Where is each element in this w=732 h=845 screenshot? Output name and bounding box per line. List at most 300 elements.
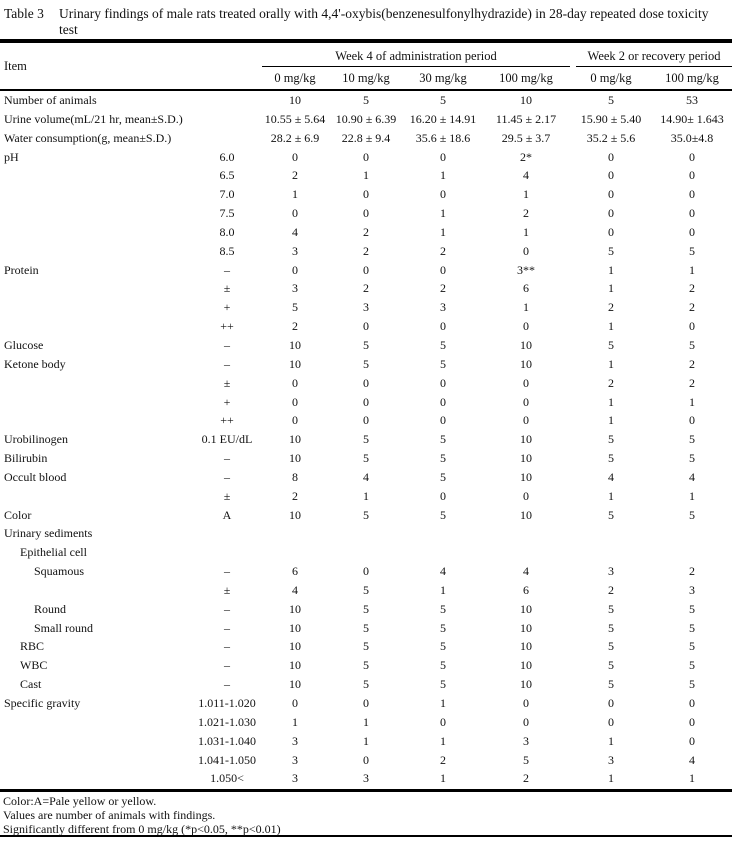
table-row [0, 656, 732, 675]
row-value: 10 [520, 677, 532, 692]
row-label: Urinary sediments [4, 526, 93, 541]
row-value: 0 [363, 319, 369, 334]
table-row [0, 769, 732, 788]
row-value: 5 [608, 451, 614, 466]
row-value: 5 [440, 432, 446, 447]
row-label: Urine volume(mL/21 hr, mean±S.D.) [4, 111, 183, 126]
row-value: 5 [689, 451, 695, 466]
row-level: 1.041-1.050 [198, 752, 256, 767]
row-value: 0 [292, 206, 298, 221]
row-value: 4 [689, 752, 695, 767]
row-value: 1 [440, 206, 446, 221]
table-row [0, 279, 732, 298]
row-value: 1 [608, 733, 614, 748]
row-level: 1.021-1.030 [198, 714, 256, 729]
table-row [0, 185, 732, 204]
row-level: – [224, 451, 230, 466]
row-value: 5 [689, 639, 695, 654]
row-value: 5 [689, 620, 695, 635]
row-value: 1 [363, 733, 369, 748]
row-value: 35.2 ± 5.6 [586, 130, 636, 145]
row-value: 5 [608, 658, 614, 673]
row-value: 0 [292, 394, 298, 409]
row-value: 0 [440, 488, 446, 503]
row-value: 0 [440, 149, 446, 164]
row-value: 5 [608, 432, 614, 447]
row-label: Glucose [4, 337, 44, 352]
row-value: 2 [608, 375, 614, 390]
row-value: 0 [440, 319, 446, 334]
row-value: 1 [689, 488, 695, 503]
row-value: 10 [520, 469, 532, 484]
row-value: 4 [363, 469, 369, 484]
row-value: 10 [520, 620, 532, 635]
group-header-row [0, 43, 732, 67]
row-value: 4 [523, 564, 529, 579]
row-value: 0 [292, 696, 298, 710]
row-value: 1 [523, 187, 529, 202]
row-value: 5 [608, 639, 614, 654]
dose-header-row [0, 67, 732, 89]
row-value: 1 [363, 714, 369, 729]
row-value: 4 [440, 564, 446, 579]
row-label: Bilirubin [4, 451, 48, 466]
row-value: 10.55 ± 5.64 [264, 111, 326, 126]
row-value: 0 [608, 696, 614, 710]
row-value: 2 [689, 281, 695, 296]
row-value: 11.45 ± 2.17 [495, 111, 557, 126]
row-value: 5 [440, 356, 446, 371]
row-value: 0 [608, 187, 614, 202]
table-row [0, 713, 732, 732]
dose-header: 0 mg/kg [590, 70, 632, 85]
row-value: 0 [523, 714, 529, 729]
row-value: 0 [689, 696, 695, 710]
item-column-header: Item [4, 58, 27, 73]
row-level: ++ [220, 319, 234, 334]
row-value: 1 [440, 168, 446, 183]
row-value: 22.8 ± 9.4 [341, 130, 391, 145]
row-value: 0 [689, 187, 695, 202]
table-row [0, 148, 732, 167]
row-value: 35.6 ± 18.6 [415, 130, 471, 145]
row-level: 1.050< [210, 771, 244, 786]
row-value: 6 [292, 564, 298, 579]
table-row [0, 468, 732, 487]
row-value: 1 [523, 224, 529, 239]
row-value: 0 [523, 375, 529, 390]
row-value: 5 [608, 601, 614, 616]
row-value: 5 [363, 93, 369, 107]
table-title: Urinary findings of male rats treated orally with 4,4'-oxybis(benzenesulfonylhydrazide) in 28-day repeated dose toxicity test [59, 6, 709, 37]
row-value: 10 [289, 639, 301, 654]
row-value: 10 [289, 601, 301, 616]
row-value: 0 [363, 262, 369, 277]
row-value: 4 [292, 224, 298, 239]
table-row [0, 129, 732, 148]
row-value: 5 [689, 677, 695, 692]
row-value: 10 [289, 337, 301, 352]
row-value: 4 [523, 168, 529, 183]
row-value: 1 [608, 413, 614, 428]
row-value: 0 [689, 319, 695, 334]
row-value: 5 [440, 677, 446, 692]
row-value: 1 [292, 187, 298, 202]
row-value: 2 [608, 582, 614, 597]
row-label: Color [4, 507, 32, 522]
row-level: – [224, 356, 230, 371]
row-value: 5 [608, 620, 614, 635]
row-value: 3** [517, 262, 535, 277]
row-value: 5 [440, 507, 446, 522]
group-header-spacer [0, 43, 262, 67]
row-value: 5 [523, 752, 529, 767]
table-row [0, 374, 732, 393]
row-value: 2 [689, 300, 695, 315]
row-value: 1 [292, 714, 298, 729]
row-level: – [224, 469, 230, 484]
table-row [0, 751, 732, 770]
table-row [0, 355, 732, 374]
row-value: 2 [292, 168, 298, 183]
row-value: 0 [440, 413, 446, 428]
row-value: 4 [608, 469, 614, 484]
row-value: 10 [520, 451, 532, 466]
group-header-recovery: Week 2 or recovery period [576, 43, 732, 67]
row-level: 6.0 [219, 149, 235, 164]
row-value: 0 [523, 243, 529, 258]
table-row [0, 223, 732, 242]
row-value: 1 [440, 771, 446, 786]
row-value: 1 [363, 488, 369, 503]
row-label: Squamous [34, 564, 85, 579]
row-value: 35.0±4.8 [670, 130, 714, 145]
row-level: – [224, 564, 230, 579]
row-value: 1 [440, 733, 446, 748]
row-value: 0 [292, 375, 298, 390]
row-value: 3 [363, 300, 369, 315]
row-value: 29.5 ± 3.7 [501, 130, 551, 145]
table-row [0, 675, 732, 694]
row-value: 1 [608, 356, 614, 371]
row-value: 10 [289, 356, 301, 371]
table-footnotes [0, 789, 732, 837]
row-value: 2 [363, 224, 369, 239]
row-value: 5 [292, 300, 298, 315]
row-value: 3 [608, 752, 614, 767]
footnote-significance: Significantly different from 0 mg/kg (*p<0.05, **p<0.01) [3, 822, 281, 837]
row-value: 5 [363, 507, 369, 522]
row-value: 14.90± 1.643 [660, 111, 724, 126]
row-value: 2 [292, 488, 298, 503]
row-value: 1 [608, 281, 614, 296]
row-value: 16.20 ± 14.91 [409, 111, 477, 126]
table-row [0, 506, 732, 525]
row-level: – [224, 658, 230, 673]
row-value: 5 [363, 639, 369, 654]
row-value: 2 [440, 752, 446, 767]
row-level: 8.5 [219, 243, 235, 258]
row-value: 0 [363, 696, 369, 710]
row-value: 2* [520, 149, 532, 164]
row-value: 0 [363, 752, 369, 767]
row-value: 5 [363, 677, 369, 692]
table-row [0, 298, 732, 317]
row-level: ± [223, 582, 231, 597]
row-value: 5 [440, 639, 446, 654]
row-value: 10 [289, 432, 301, 447]
row-value: 15.90 ± 5.40 [580, 111, 642, 126]
row-label: Cast [20, 677, 42, 692]
row-value: 10 [289, 451, 301, 466]
row-value: 0 [292, 149, 298, 164]
row-value: 10 [520, 337, 532, 352]
table-row [0, 317, 732, 336]
row-value: 6 [523, 582, 529, 597]
row-value: 2 [523, 206, 529, 221]
row-value: 0 [608, 714, 614, 729]
row-value: 28.2 ± 6.9 [270, 130, 320, 145]
row-value: 10 [520, 507, 532, 522]
row-value: 2 [608, 300, 614, 315]
row-label: Small round [34, 620, 93, 635]
row-value: 1 [689, 262, 695, 277]
row-value: 3 [689, 582, 695, 597]
row-value: 2 [440, 243, 446, 258]
row-value: 4 [689, 469, 695, 484]
row-label: Protein [4, 262, 39, 277]
row-value: 10 [289, 677, 301, 692]
row-value: 0 [292, 262, 298, 277]
table-row [0, 336, 732, 355]
row-value: 5 [689, 243, 695, 258]
row-value: 5 [608, 93, 614, 107]
row-value: 3 [440, 300, 446, 315]
row-value: 53 [686, 93, 698, 107]
row-level: ± [223, 281, 231, 296]
table-row [0, 487, 732, 506]
row-value: 0 [440, 714, 446, 729]
table-row [0, 110, 732, 129]
row-value: 10 [289, 507, 301, 522]
row-value: 5 [689, 337, 695, 352]
row-level: 7.0 [219, 187, 235, 202]
row-label: Specific gravity [4, 696, 81, 710]
row-value: 0 [440, 262, 446, 277]
row-value: 10 [520, 639, 532, 654]
table-number: Table 3 [4, 6, 44, 21]
row-value: 5 [689, 658, 695, 673]
row-level: – [224, 262, 230, 277]
row-value: 2 [363, 281, 369, 296]
row-value: 0 [292, 413, 298, 428]
row-value: 0 [363, 564, 369, 579]
row-value: 0 [523, 394, 529, 409]
row-value: 0 [363, 375, 369, 390]
row-value: 0 [608, 149, 614, 164]
row-value: 5 [363, 658, 369, 673]
row-value: 5 [440, 93, 446, 107]
row-level: ++ [220, 413, 234, 428]
row-value: 0 [689, 149, 695, 164]
row-value: 1 [523, 300, 529, 315]
row-level: ± [223, 488, 231, 503]
row-value: 2 [292, 319, 298, 334]
row-value: 1 [608, 488, 614, 503]
row-value: 1 [689, 394, 695, 409]
row-level: – [224, 337, 230, 352]
table-row [0, 430, 732, 449]
table-row [0, 242, 732, 261]
row-label: Round [34, 601, 67, 616]
row-value: 5 [363, 432, 369, 447]
row-label: Epithelial cell [20, 545, 87, 560]
row-value: 4 [292, 582, 298, 597]
row-value: 1 [440, 224, 446, 239]
row-level: 8.0 [219, 224, 235, 239]
row-value: 5 [363, 451, 369, 466]
row-value: 1 [608, 319, 614, 334]
row-level: A [222, 507, 232, 522]
row-value: 0 [523, 488, 529, 503]
row-value: 0 [363, 187, 369, 202]
table-row [0, 600, 732, 619]
row-value: 8 [292, 469, 298, 484]
row-value: 10 [520, 432, 532, 447]
dose-header: 10 mg/kg [342, 70, 390, 85]
row-value: 0 [363, 149, 369, 164]
table-row [0, 393, 732, 412]
row-value: 10 [520, 356, 532, 371]
table-row [0, 166, 732, 185]
row-value: 0 [689, 206, 695, 221]
row-value: 10.90 ± 6.39 [335, 111, 397, 126]
dose-header: 0 mg/kg [274, 70, 316, 85]
row-value: 5 [440, 601, 446, 616]
footnote-color: Color:A=Pale yellow or yellow. [3, 794, 157, 808]
table-row [0, 204, 732, 223]
row-value: 0 [608, 224, 614, 239]
table-row [0, 91, 732, 110]
table-row [0, 637, 732, 656]
table-row [0, 732, 732, 751]
row-value: 10 [520, 93, 532, 107]
row-value: 5 [440, 451, 446, 466]
row-value: 2 [689, 564, 695, 579]
row-value: 6 [523, 281, 529, 296]
row-value: 0 [523, 413, 529, 428]
row-value: 1 [608, 394, 614, 409]
row-value: 5 [440, 337, 446, 352]
row-value: 5 [689, 432, 695, 447]
row-value: 0 [363, 206, 369, 221]
table-body [0, 91, 732, 789]
row-value: 1 [440, 696, 446, 710]
section-row [0, 524, 732, 543]
section-row [0, 543, 732, 562]
row-value: 3 [292, 243, 298, 258]
row-level: – [224, 620, 230, 635]
row-value: 1 [363, 168, 369, 183]
row-level: – [224, 677, 230, 692]
table-row [0, 261, 732, 280]
row-value: 0 [689, 413, 695, 428]
row-level: ± [223, 375, 231, 390]
row-value: 0 [440, 375, 446, 390]
row-value: 5 [363, 356, 369, 371]
row-value: 5 [363, 337, 369, 352]
row-level: 7.5 [219, 206, 235, 221]
row-label: Ketone body [4, 356, 66, 371]
row-value: 5 [689, 601, 695, 616]
row-value: 5 [608, 507, 614, 522]
row-value: 1 [608, 262, 614, 277]
row-value: 10 [289, 658, 301, 673]
row-value: 1 [689, 771, 695, 786]
row-value: 10 [520, 658, 532, 673]
row-value: 3 [608, 564, 614, 579]
row-level: – [224, 601, 230, 616]
row-value: 0 [689, 733, 695, 748]
row-value: 1 [608, 771, 614, 786]
dose-header: 30 mg/kg [419, 70, 467, 85]
row-label: Occult blood [4, 469, 67, 484]
row-value: 0 [440, 187, 446, 202]
table-row [0, 619, 732, 638]
row-value: 5 [363, 601, 369, 616]
row-value: 0 [523, 319, 529, 334]
row-value: 5 [440, 658, 446, 673]
row-label: Water consumption(g, mean±S.D.) [4, 130, 172, 145]
row-value: 2 [689, 375, 695, 390]
row-label: WBC [20, 658, 48, 673]
row-value: 0 [523, 696, 529, 710]
row-label: pH [4, 149, 19, 164]
row-value: 0 [440, 394, 446, 409]
row-value: 2 [363, 243, 369, 258]
table-row [0, 694, 732, 713]
row-value: 5 [363, 582, 369, 597]
table-row [0, 581, 732, 600]
row-level: 6.5 [219, 168, 235, 183]
row-value: 5 [440, 469, 446, 484]
row-value: 2 [440, 281, 446, 296]
row-level: + [223, 300, 231, 315]
footnote-values: Values are number of animals with findings. [3, 808, 216, 823]
row-value: 10 [289, 620, 301, 635]
row-value: 0 [608, 206, 614, 221]
row-value: 5 [689, 507, 695, 522]
row-value: 10 [520, 601, 532, 616]
dose-header: 100 mg/kg [665, 70, 719, 85]
row-value: 2 [689, 356, 695, 371]
table-row [0, 449, 732, 468]
row-value: 1 [440, 582, 446, 597]
row-label: RBC [20, 639, 45, 654]
row-value: 0 [363, 394, 369, 409]
row-value: 3 [363, 771, 369, 786]
row-value: 0 [363, 413, 369, 428]
row-level: 0.1 EU/dL [201, 432, 253, 447]
table-caption [0, 0, 732, 39]
row-level: 1.011-1.020 [198, 696, 256, 710]
row-value: 2 [523, 771, 529, 786]
row-value: 3 [292, 752, 298, 767]
row-value: 3 [292, 733, 298, 748]
row-value: 3 [523, 733, 529, 748]
row-value: 5 [363, 620, 369, 635]
row-value: 5 [608, 243, 614, 258]
